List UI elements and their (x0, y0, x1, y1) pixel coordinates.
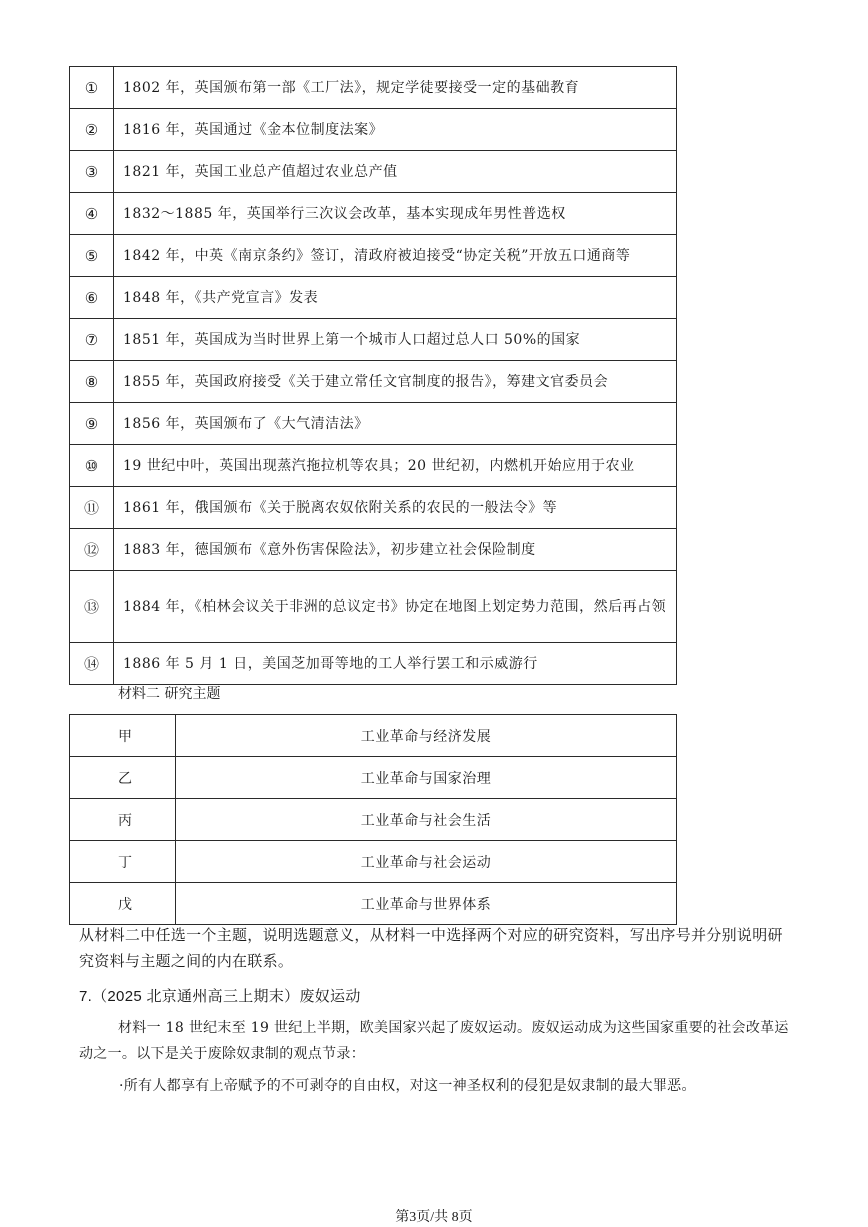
event-text: 1886 年 5 月 1 日，美国芝加哥等地的工人举行罢工和示威游行 (114, 643, 677, 685)
topic-code: 甲 (70, 715, 176, 757)
event-number: ⑬ (70, 571, 114, 643)
event-number: ③ (70, 151, 114, 193)
topic-theme: 工业革命与社会生活 (176, 799, 677, 841)
topic-theme: 工业革命与世界体系 (176, 883, 677, 925)
question-7-heading: 7.（2025 北京通州高三上期末）废奴运动 (79, 988, 361, 1005)
event-text: 1816 年，英国通过《金本位制度法案》 (114, 109, 677, 151)
event-row (70, 235, 677, 277)
topic-row (70, 799, 677, 841)
topic-theme: 工业革命与经济发展 (176, 715, 677, 757)
event-row (70, 319, 677, 361)
event-row (70, 151, 677, 193)
topics-table (69, 714, 677, 925)
event-text: 1821 年，英国工业总产值超过农业总产值 (114, 151, 677, 193)
event-row (70, 361, 677, 403)
topic-code: 丙 (70, 799, 176, 841)
event-number: ⑤ (70, 235, 114, 277)
topic-row (70, 841, 677, 883)
event-row (70, 529, 677, 571)
events-table (69, 66, 677, 685)
event-text: 1832～1885 年，英国举行三次议会改革，基本实现成年男性普选权 (114, 193, 677, 235)
event-row (70, 487, 677, 529)
quote-bullet: ·所有人都享有上帝赋予的不可剥夺的自由权，对这一神圣权利的侵犯是奴隶制的最大罪恶。 (119, 1078, 696, 1094)
event-row (70, 67, 677, 109)
event-row (70, 571, 677, 643)
event-text: 1842 年，中英《南京条约》签订，清政府被迫接受“协定关税”开放五口通商等 (114, 235, 677, 277)
event-number: ⑥ (70, 277, 114, 319)
material-one-paragraph: 材料一 18 世纪末至 19 世纪上半期，欧美国家兴起了废奴运动。废奴运动成为这些国家重要的社会改革运动之一。以下是关于废除奴隶制的观点节录： (79, 1020, 789, 1062)
topic-row (70, 757, 677, 799)
event-number: ⑫ (70, 529, 114, 571)
topic-row (70, 715, 677, 757)
topic-code: 丁 (70, 841, 176, 883)
event-number: ⑩ (70, 445, 114, 487)
topic-code: 乙 (70, 757, 176, 799)
event-number: ⑭ (70, 643, 114, 685)
event-number: ② (70, 109, 114, 151)
event-number: ⑨ (70, 403, 114, 445)
event-row (70, 403, 677, 445)
question-text: 从材料二中任选一个主题，说明选题意义，从材料一中选择两个对应的研究资料，写出序号并分别说明研究资料与主题之间的内在联系。 (79, 927, 783, 970)
event-text: 19 世纪中叶，英国出现蒸汽拖拉机等农具；20 世纪初，内燃机开始应用于农业 (114, 445, 677, 487)
event-number: ⑦ (70, 319, 114, 361)
event-number: ④ (70, 193, 114, 235)
topic-code: 戊 (70, 883, 176, 925)
event-text: 1855 年，英国政府接受《关于建立常任文官制度的报告》，筹建文官委员会 (114, 361, 677, 403)
event-row (70, 643, 677, 685)
event-number: ⑧ (70, 361, 114, 403)
event-number: ⑪ (70, 487, 114, 529)
event-text: 1884 年，《柏林会议关于非洲的总议定书》协定在地图上划定势力范围，然后再占领 (114, 571, 677, 643)
event-text: 1856 年，英国颁布了《大气清洁法》 (114, 403, 677, 445)
event-text: 1802 年，英国颁布第一部《工厂法》，规定学徒要接受一定的基础教育 (114, 67, 677, 109)
topic-row (70, 883, 677, 925)
event-row (70, 277, 677, 319)
topic-theme: 工业革命与社会运动 (176, 841, 677, 883)
event-text: 1851 年，英国成为当时世界上第一个城市人口超过总人口 50%的国家 (114, 319, 677, 361)
event-row (70, 193, 677, 235)
event-text: 1848 年，《共产党宣言》发表 (114, 277, 677, 319)
event-row (70, 445, 677, 487)
event-text: 1883 年，德国颁布《意外伤害保险法》，初步建立社会保险制度 (114, 529, 677, 571)
topics-label: 材料二 研究主题 (118, 686, 221, 702)
event-number: ① (70, 67, 114, 109)
event-row (70, 109, 677, 151)
page-footer: 第3页/共 8页 (395, 1210, 473, 1225)
topic-theme: 工业革命与国家治理 (176, 757, 677, 799)
event-text: 1861 年，俄国颁布《关于脱离农奴依附关系的农民的一般法令》等 (114, 487, 677, 529)
